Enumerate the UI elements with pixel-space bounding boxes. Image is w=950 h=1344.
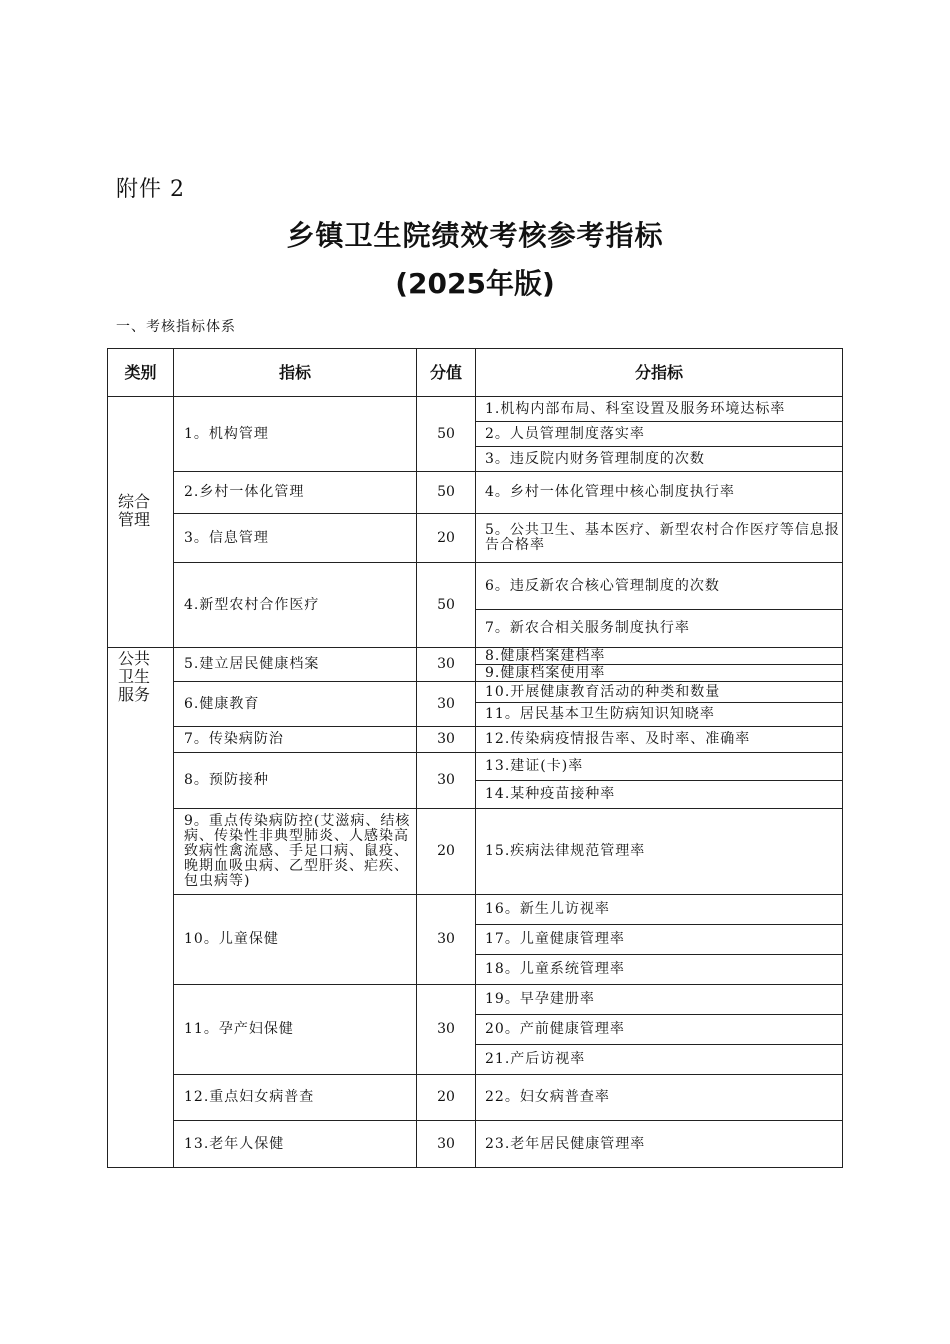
- table-row: [108, 809, 843, 895]
- sub-indicator-cell: 2。人员管理制度落实率: [476, 422, 843, 447]
- sub-indicator-cell: 21.产后访视率: [476, 1045, 843, 1075]
- table-row: [108, 985, 843, 1015]
- category-label: 公共卫生服务: [118, 649, 151, 704]
- indicator-cell: 4.新型农村合作医疗: [174, 563, 417, 648]
- score-cell: 20: [417, 514, 476, 563]
- table-row: [108, 472, 843, 514]
- section-heading: 一、考核指标体系: [116, 319, 236, 335]
- header-score: 分值: [417, 349, 476, 397]
- score-cell: 30: [417, 682, 476, 727]
- sub-indicator-cell: 17。儿童健康管理率: [476, 925, 843, 955]
- score-cell: 20: [417, 809, 476, 895]
- sub-indicator-cell: 7。新农合相关服务制度执行率: [476, 610, 843, 648]
- score-cell: 50: [417, 563, 476, 648]
- indicator-cell: 6.健康教育: [174, 682, 417, 727]
- sub-indicator-cell: 22。妇女病普查率: [476, 1075, 843, 1121]
- sub-indicator-cell: 3。违反院内财务管理制度的次数: [476, 447, 843, 472]
- sub-indicator-cell: 19。早孕建册率: [476, 985, 843, 1015]
- table-row: [108, 895, 843, 925]
- indicator-cell: 5.建立居民健康档案: [174, 648, 417, 682]
- sub-indicator-cell: 1.机构内部布局、科室设置及服务环境达标率: [476, 397, 843, 422]
- indicator-cell: 12.重点妇女病普查: [174, 1075, 417, 1121]
- table-header-row: [108, 349, 843, 397]
- score-cell: 50: [417, 472, 476, 514]
- sub-indicator-cell: 18。儿童系统管理率: [476, 955, 843, 985]
- score-cell: 30: [417, 1121, 476, 1168]
- indicator-cell: 10。儿童保健: [174, 895, 417, 985]
- sub-indicator-cell: 12.传染病疫情报告率、及时率、准确率: [476, 727, 843, 753]
- category-label: 综合管理: [118, 492, 151, 529]
- indicator-cell: 7。传染病防治: [174, 727, 417, 753]
- indicator-cell: 3。信息管理: [174, 514, 417, 563]
- sub-indicator-cell: 14.某种疫苗接种率: [476, 781, 843, 809]
- score-cell: 50: [417, 397, 476, 472]
- sub-indicator-cell: 13.建证(卡)率: [476, 753, 843, 781]
- table-row: [108, 1121, 843, 1168]
- indicator-cell: 1。机构管理: [174, 397, 417, 472]
- sub-indicator-cell: 20。产前健康管理率: [476, 1015, 843, 1045]
- category-cell: [108, 648, 174, 1168]
- table-row: [108, 727, 843, 753]
- header-category: 类别: [108, 349, 174, 397]
- sub-indicator-cell: 11。居民基本卫生防病知识知晓率: [476, 703, 843, 727]
- table-row: [108, 397, 843, 422]
- score-cell: 30: [417, 985, 476, 1075]
- indicator-cell: 13.老年人保健: [174, 1121, 417, 1168]
- sub-indicator-cell: 16。新生儿访视率: [476, 895, 843, 925]
- indicator-cell: 11。孕产妇保健: [174, 985, 417, 1075]
- sub-indicator-cell: 4。乡村一体化管理中核心制度执行率: [476, 472, 843, 514]
- table-row: [108, 514, 843, 563]
- category-cell: [108, 397, 174, 648]
- table-row: [108, 563, 843, 610]
- score-cell: 20: [417, 1075, 476, 1121]
- score-cell: 30: [417, 753, 476, 809]
- indicator-cell: 9。重点传染病防控(艾滋病、结核病、传染性非典型肺炎、人感染高致病性禽流感、手足口病、鼠疫、晚期血吸虫病、乙型肝炎、疟疾、包虫病等): [174, 809, 417, 895]
- indicator-cell: 2.乡村一体化管理: [174, 472, 417, 514]
- header-indicator: 指标: [174, 349, 417, 397]
- sub-indicator-cell: 5。公共卫生、基本医疗、新型农村合作医疗等信息报告合格率: [476, 514, 843, 563]
- sub-indicator-cell: 9.健康档案使用率: [476, 665, 843, 682]
- table-row: [108, 648, 843, 665]
- indicator-cell: 8。预防接种: [174, 753, 417, 809]
- table-row: [108, 753, 843, 781]
- sub-indicator-cell: 6。违反新农合核心管理制度的次数: [476, 563, 843, 610]
- score-cell: 30: [417, 895, 476, 985]
- score-cell: 30: [417, 727, 476, 753]
- document-subtitle: (2025年版): [395, 267, 555, 300]
- sub-indicator-cell: 10.开展健康教育活动的种类和数量: [476, 682, 843, 703]
- sub-indicator-cell: 15.疾病法律规范管理率: [476, 809, 843, 895]
- header-sub-indicator: 分指标: [476, 349, 843, 397]
- table-row: [108, 1075, 843, 1121]
- attachment-label: 附件 2: [116, 177, 185, 202]
- sub-indicator-cell: 8.健康档案建档率: [476, 648, 843, 665]
- indicator-table: [107, 348, 843, 1168]
- sub-indicator-cell: 23.老年居民健康管理率: [476, 1121, 843, 1168]
- table-row: [108, 682, 843, 703]
- document-title: 乡镇卫生院绩效考核参考指标: [286, 219, 664, 252]
- score-cell: 30: [417, 648, 476, 682]
